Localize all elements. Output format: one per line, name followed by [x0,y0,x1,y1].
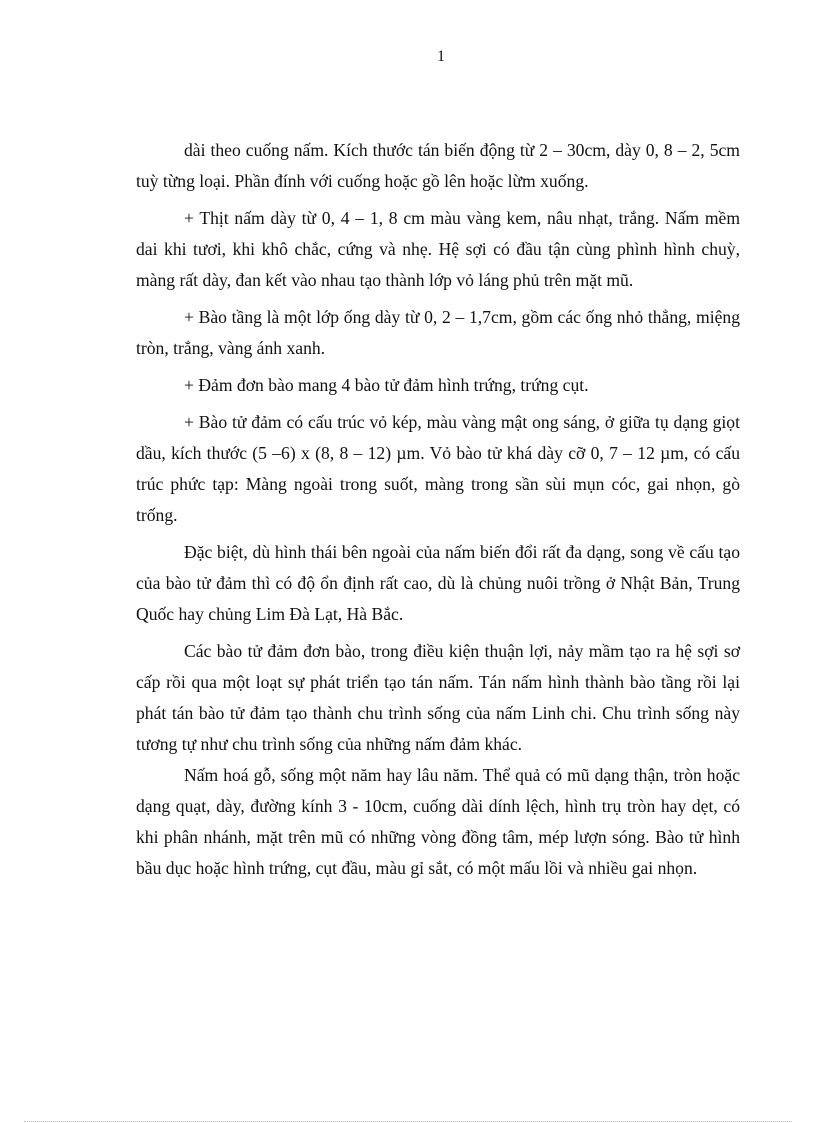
body-text [136,135,740,884]
paragraph-basidium: + Đảm đơn bào mang 4 bào tử đảm hình trứng, trứng cụt. [184,375,589,395]
paragraph-fruiting-body: Nấm hoá gỗ, sống một năm hay lâu năm. Thể quả có mũ dạng thận, tròn hoặc dạng quạt, dày, đường kính 3 - 10cm, cuống dài dính lệch, hình trụ tròn hay dẹt, có khi phân nhánh, mặt trên mũ có những vòng đồng tâm, mép lượn sóng. Bào tử hình bầu dục hoặc hình trứng, cụt đầu, màu gỉ sắt, có một mấu lồi và nhiều gai nhọn. [136,765,740,878]
paragraph-cap-size: dài theo cuống nấm. Kích thước tán biến động từ 2 – 30cm, dày 0, 8 – 2, 5cm tuỳ từng loại. Phần đính với cuống hoặc gồ lên hoặc lừm xuống. [136,140,740,191]
page-bottom-divider [24,1121,792,1122]
paragraph-life-cycle: Các bào tử đảm đơn bào, trong điều kiện thuận lợi, nảy mầm tạo ra hệ sợi sơ cấp rồi qua một loạt sự phát triển tạo tán nấm. Tán nấm hình thành bào tầng rồi lại phát tán bào tử đảm tạo thành chu trình sống của nấm Linh chi. Chu trình sống này tương tự như chu trình sống của những nấm đảm khác. [136,641,740,754]
page-number: 1 [437,48,445,65]
paragraph-spore-stability: Đặc biệt, dù hình thái bên ngoài của nấm biến đổi rất đa dạng, song về cấu tạo của bào tử đảm thì có độ ổn định rất cao, dù là chủng nuôi trồng ở Nhật Bản, Trung Quốc hay chủng Lim Đà Lạt, Hà Bắc. [136,542,740,624]
paragraph-flesh: + Thịt nấm dày từ 0, 4 – 1, 8 cm màu vàng kem, nâu nhạt, trắng. Nấm mềm dai khi tươi, khi khô chắc, cứng và nhẹ. Hệ sợi có đầu tận cùng phình hình chuỳ, màng rất dày, đan kết vào nhau tạo thành lớp vỏ láng phủ trên mặt mũ. [136,208,740,290]
paragraph-basidiospore: + Bào tử đảm có cấu trúc vỏ kép, màu vàng mật ong sáng, ở giữa tụ dạng giọt dầu, kích thước (5 –6) x (8, 8 – 12) µm. Vỏ bào tử khá dày cỡ 0, 7 – 12 µm, có cấu trúc phức tạp: Màng ngoài trong suốt, màng trong sần sùi mụn cóc, gai nhọn, gò trống. [136,412,740,525]
paragraph-hymenium: + Bào tầng là một lớp ống dày từ 0, 2 – 1,7cm, gồm các ống nhỏ thẳng, miệng tròn, trắng, vàng ánh xanh. [136,307,740,358]
